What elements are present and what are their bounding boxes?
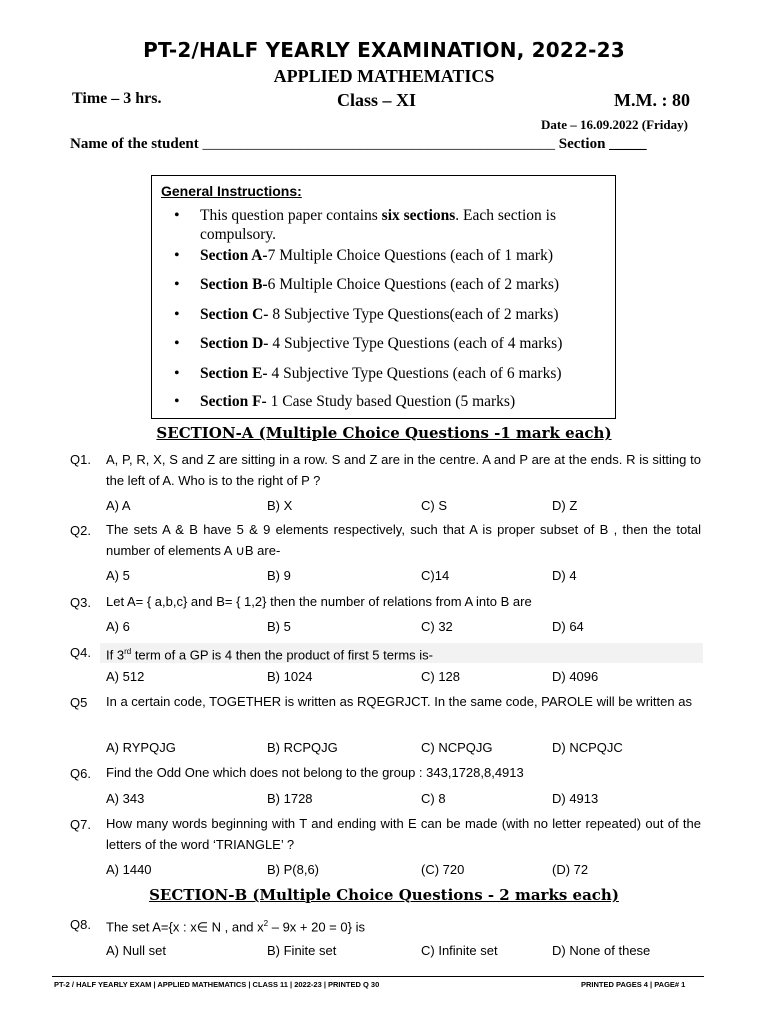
question-text: Find the Odd One which does not belong to the group : 343,1728,8,4913 xyxy=(106,765,524,780)
option-d[interactable]: D) 4 xyxy=(552,568,577,583)
option-c[interactable]: C) 128 xyxy=(421,669,461,684)
question-number: Q6. xyxy=(70,766,91,781)
option-a[interactable]: A) 512 xyxy=(106,669,145,684)
footer-right: PRINTED PAGES 4 | PAGE# 1 xyxy=(581,980,686,989)
instruction-item: • Section B-6 Multiple Choice Questions (each of 2 marks) xyxy=(172,275,605,294)
question-number: Q3. xyxy=(70,595,91,610)
exam-date: Date – 16.09.2022 (Friday) xyxy=(541,117,688,132)
option-c[interactable]: C) Infinite set xyxy=(421,943,498,958)
question-text: How many words beginning with T and ending with E can be made (with no letter repeated) out of the letters of the word ‘TRIANGLE’ ? xyxy=(106,816,701,852)
option-a[interactable]: A) 5 xyxy=(106,568,130,583)
subject-title: APPLIED MATHEMATICS xyxy=(273,66,495,86)
instructions-heading: General Instructions: xyxy=(161,183,302,199)
option-d[interactable]: D) 4096 xyxy=(552,669,599,684)
option-c[interactable]: C) NCPQJG xyxy=(421,740,493,755)
question-text: Let A= { a,b,c} and B= { 1,2} then the number of relations from A into B are xyxy=(106,594,532,609)
option-c[interactable]: C)14 xyxy=(421,568,450,583)
option-c[interactable]: C) 8 xyxy=(421,791,446,806)
option-a[interactable]: A) 1440 xyxy=(106,862,152,877)
option-d[interactable]: D) None of these xyxy=(552,943,651,958)
instruction-item: • Section F- 1 Case Study based Question (5 marks) xyxy=(172,392,605,411)
option-a[interactable]: A) Null set xyxy=(106,943,166,958)
option-b[interactable]: B) RCPQJG xyxy=(267,740,338,755)
question-number: Q1. xyxy=(70,452,91,467)
option-d[interactable]: D) Z xyxy=(552,498,578,513)
section-a-heading: SECTION-A (Multiple Choice Questions -1 mark each) xyxy=(156,424,612,442)
question-number: Q2. xyxy=(70,523,91,538)
question-number: Q4. xyxy=(70,645,91,660)
option-c[interactable]: C) 32 xyxy=(421,619,453,634)
option-b[interactable]: B) 5 xyxy=(267,619,291,634)
option-c[interactable]: C) S xyxy=(421,498,447,513)
question-number: Q8. xyxy=(70,917,91,932)
class-label: Class – XI xyxy=(337,90,417,110)
footer-left: PT-2 / HALF YEARLY EXAM | APPLIED MATHEMATICS | CLASS 11 | 2022-23 | PRINTED Q 30 xyxy=(54,980,380,989)
instruction-item: • Section E- 4 Subjective Type Questions (each of 6 marks) xyxy=(172,364,605,383)
instruction-item: • Section A-7 Multiple Choice Questions (each of 1 mark) xyxy=(172,246,605,265)
option-c[interactable]: (C) 720 xyxy=(421,862,465,877)
option-b[interactable]: B) Finite set xyxy=(267,943,337,958)
option-b[interactable]: B) X xyxy=(267,498,293,513)
footer-divider xyxy=(52,976,704,977)
section-field[interactable]: Section _____ xyxy=(558,136,647,152)
option-a[interactable]: A) RYPQJG xyxy=(106,740,176,755)
option-d[interactable]: (D) 72 xyxy=(552,862,589,877)
max-marks: M.M. : 80 xyxy=(614,90,690,110)
option-d[interactable]: D) 4913 xyxy=(552,791,599,806)
question-text: The set A={x : x∈ N , and $x^2 - 9x + 20 = 0$} is xyxy=(106,919,365,935)
instruction-item: • This question paper contains six sections. Each section is compulsory. xyxy=(172,206,605,244)
option-d[interactable]: D) 64 xyxy=(552,619,584,634)
option-a[interactable]: A) 6 xyxy=(106,619,130,634)
instructions-list xyxy=(172,206,605,411)
instruction-item: • Section C- 8 Subjective Type Questions(each of 2 marks) xyxy=(172,305,605,324)
time-label: Time – 3 hrs. xyxy=(72,90,162,107)
question-text: If 3rd term of a GP is 4 then the product of first 5 terms is- xyxy=(106,647,433,663)
general-instructions-box xyxy=(151,175,616,419)
option-b[interactable]: B) 1728 xyxy=(267,791,313,806)
question-number: Q5 xyxy=(70,695,88,710)
student-name-row xyxy=(70,136,647,153)
option-b[interactable]: B) 9 xyxy=(267,568,291,583)
option-a[interactable]: A) A xyxy=(106,498,131,513)
question-text: A, P, R, X, S and Z are sitting in a row. S and Z are in the centre. A and P are at the ends. R is sitting to the left of A. Who is to the right of P ? xyxy=(106,452,701,488)
option-b[interactable]: B) 1024 xyxy=(267,669,313,684)
instruction-item: • Section D- 4 Subjective Type Questions (each of 4 marks) xyxy=(172,334,605,353)
student-name-line[interactable]: _______________________________________________ xyxy=(202,136,555,152)
question-number: Q7. xyxy=(70,817,91,832)
section-b-heading: SECTION-B (Multiple Choice Questions - 2 marks each) xyxy=(149,886,619,904)
option-a[interactable]: A) 343 xyxy=(106,791,145,806)
option-d[interactable]: D) NCPQJC xyxy=(552,740,623,755)
question-text: The sets A & B have 5 & 9 elements respectively, such that A is proper subset of B , then the total number of elements A ∪B are- xyxy=(106,522,701,558)
exam-title: PT-2/HALF YEARLY EXAMINATION, 2022-23 xyxy=(143,38,625,62)
question-text: In a certain code, TOGETHER is written as RQEGRJCT. In the same code, PAROLE will be written as xyxy=(106,694,692,709)
student-name-label: Name of the student xyxy=(70,136,199,152)
option-b[interactable]: B) P(8,6) xyxy=(267,862,320,877)
